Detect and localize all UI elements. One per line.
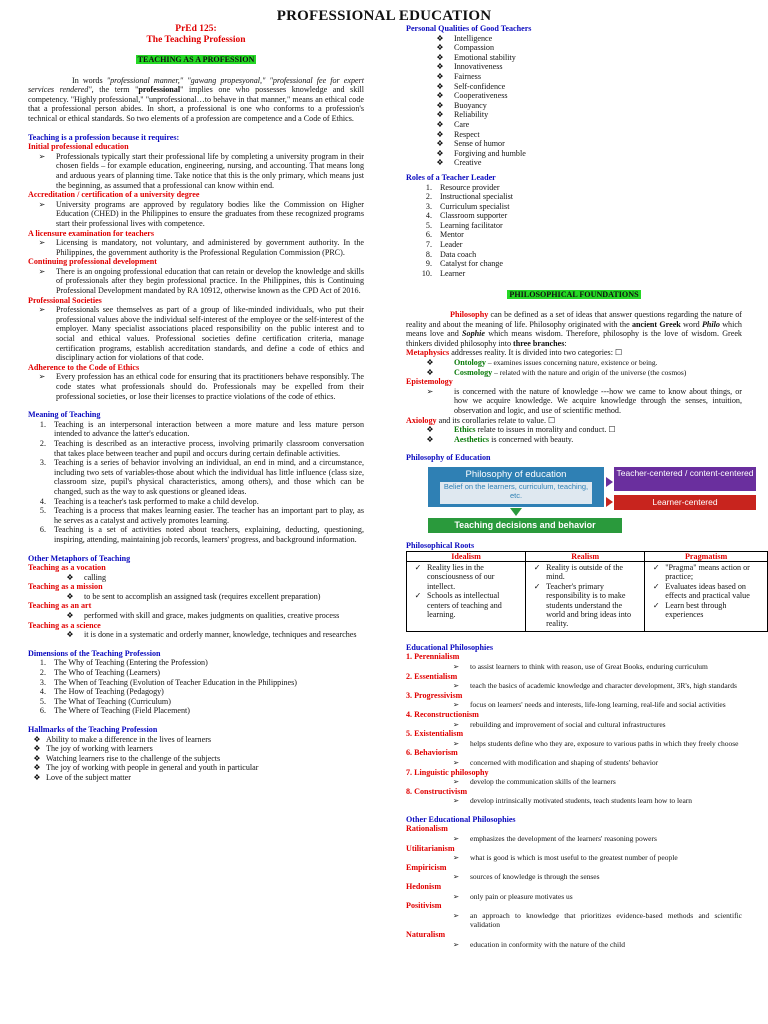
bullet-marker: ➢ xyxy=(452,834,460,844)
requirement-heading: A licensure examination for teachers xyxy=(28,228,155,238)
item-text: Catalyst for change xyxy=(440,259,503,269)
item-number: 2. xyxy=(39,668,46,678)
roots-cell-idealism xyxy=(407,561,526,631)
requires-list xyxy=(28,142,364,401)
other-name: Naturalism xyxy=(406,930,446,939)
bullet-marker: ❖ xyxy=(436,139,444,149)
roles-heading: Roles of a Teacher Leader xyxy=(406,172,496,182)
bullet-marker: ➢ xyxy=(452,853,460,863)
edphil-item xyxy=(406,796,742,806)
item-text: Respect xyxy=(454,129,480,139)
item-text: Every profession has an ethical code for ensuring that its practitioners behave responsibly. The code states what professionals should do. Professionals may be expelled from their professional societies, or lose their licenses to practice violations of the code of ethics. xyxy=(56,372,364,401)
ontology-line: ❖ Ontology – examines issues concerning nature, existence or being. xyxy=(426,358,658,367)
role-item xyxy=(406,269,742,279)
meaning-item xyxy=(28,439,364,458)
item-number: 3. xyxy=(39,677,46,687)
item-text: Classroom supporter xyxy=(440,211,508,221)
item-text: develop the communication skills of the learners xyxy=(470,777,616,787)
item-text: calling xyxy=(84,572,107,582)
item-text: Teacher's primary responsibility is to make students understand the world and bring ideas into reality. xyxy=(546,581,632,629)
check-icon: ✓ xyxy=(414,591,422,601)
item-text: Self-confidence xyxy=(454,81,506,91)
section-heading-teaching: TEACHING AS A PROFESSION xyxy=(137,55,255,64)
quality-item xyxy=(406,62,742,72)
item-text: Ability to make a difference in the lives of learners xyxy=(46,734,212,744)
other-name: Positivism xyxy=(406,901,442,911)
hallmarks-heading: Hallmarks of the Teaching Profession xyxy=(28,725,158,734)
bullet-marker: ➢ xyxy=(452,700,460,710)
role-item xyxy=(406,202,742,212)
epistemology-heading: Epistemology xyxy=(406,377,453,387)
edphil-name: 4. Reconstructionism xyxy=(406,709,479,719)
item-text: develop intrinsically motivated students, teach students learn how to learn xyxy=(470,796,693,806)
metaphor-heading: Teaching as a vocation xyxy=(28,563,106,573)
item-text: Teaching is a process that makes learning easier. The teacher has an important part to play, as he serves as a catalyst and actively promotes learning. xyxy=(54,506,364,525)
requirement-heading: Accreditation / certification of a university degree xyxy=(28,190,200,200)
bullet-marker: ➢ xyxy=(38,266,46,276)
check-icon: ✓ xyxy=(652,600,660,610)
metaphors-heading: Other Metaphors of Teaching xyxy=(28,553,131,563)
check-icon: ✓ xyxy=(533,581,541,591)
bullet-marker: ❖ xyxy=(436,110,444,120)
root-item xyxy=(409,591,523,619)
item-text: only pain or pleasure motivates us xyxy=(470,891,573,901)
other-name: Rationalism xyxy=(406,824,448,834)
item-text: Leader xyxy=(440,240,463,250)
root-item xyxy=(528,582,642,629)
edphil-list xyxy=(406,652,742,806)
bullet-marker: ❖ xyxy=(436,71,444,81)
requires-heading: Teaching is a profession because it requires: xyxy=(28,132,180,142)
roots-cell-realism xyxy=(526,561,645,631)
item-number: 4. xyxy=(425,211,432,221)
quality-item xyxy=(406,139,742,149)
item-text: Reality lies in the consciousness of our intellect. xyxy=(427,562,495,591)
check-icon: ✓ xyxy=(652,581,660,591)
edphil-item xyxy=(406,662,742,672)
item-text: helps students define who they are, exposure to various paths in which they freely choose xyxy=(470,738,739,748)
role-item xyxy=(406,250,742,260)
item-number: 10. xyxy=(421,268,432,278)
item-text: sources of knowledge is through the senses xyxy=(470,872,600,882)
bullet-marker: ❖ xyxy=(66,630,74,640)
item-number: 5. xyxy=(39,696,46,706)
hallmark-item xyxy=(28,754,364,764)
edphil-name: 6. Behaviorism xyxy=(406,748,458,758)
item-text: Mentor xyxy=(440,230,464,240)
item-number: 5. xyxy=(425,220,432,230)
bullet-marker: ➢ xyxy=(452,872,460,882)
item-number: 1. xyxy=(39,419,46,429)
quality-item xyxy=(406,120,742,130)
item-text: Love of the subject matter xyxy=(46,772,131,782)
item-text: Learner xyxy=(440,268,466,278)
item-number: 6. xyxy=(425,230,432,240)
quality-item xyxy=(406,158,742,168)
bullet-marker: ➢ xyxy=(452,738,460,748)
other-item xyxy=(406,892,742,902)
bullet-marker: ➢ xyxy=(38,372,46,382)
other-name: Hedonism xyxy=(406,882,442,892)
dimension-item xyxy=(28,697,364,707)
requirement-heading: Professional Societies xyxy=(28,295,102,305)
item-text: education in conformity with the nature of the child xyxy=(470,939,625,949)
item-text: Reliability xyxy=(454,110,489,120)
bullet-marker: ❖ xyxy=(33,734,41,744)
page-title: PROFESSIONAL EDUCATION xyxy=(276,8,492,24)
bullet-marker: ❖ xyxy=(33,744,41,754)
edphil-name: 8. Constructivism xyxy=(406,786,468,796)
course-code: PrEd 125: xyxy=(175,24,217,34)
item-text: Resource provider xyxy=(440,182,500,192)
other-item xyxy=(406,911,742,930)
roots-header-realism: Realism xyxy=(526,551,645,561)
item-text: There is an ongoing professional education that can retain or develop the knowledge and skills of professionals after they begin professional practice. In the Philippines, this is Continuing Professional Development mandated by RA 10912, otherwise known as the CPD Act of 2016. xyxy=(56,266,364,296)
role-item xyxy=(406,192,742,202)
edphil-item xyxy=(406,720,742,730)
item-number: 2. xyxy=(39,438,46,448)
metaphor-item xyxy=(28,592,364,602)
axiology-line: Axiology and its corollaries relate to value. ☐ xyxy=(406,415,556,425)
dimension-item xyxy=(28,668,364,678)
hallmark-item xyxy=(28,735,364,745)
bullet-marker: ➢ xyxy=(452,719,460,729)
root-item xyxy=(647,563,765,582)
edphil-name: 5. Existentialism xyxy=(406,729,464,739)
role-item xyxy=(406,211,742,221)
item-number: 1. xyxy=(39,658,46,668)
item-text: to assist learners to think with reason, use of Great Books, enduring curriculum xyxy=(470,661,708,671)
quality-item xyxy=(406,91,742,101)
item-text: Learning facilitator xyxy=(440,220,503,230)
check-icon: ✓ xyxy=(533,562,541,572)
item-number: 9. xyxy=(425,259,432,269)
item-text: Teaching is an interpersonal interaction between a more mature and less mature person intended to advance the latter's education. xyxy=(54,419,364,439)
item-text: performed with skill and grace, makes judgments on qualities, creative process xyxy=(84,611,340,621)
dimensions-list xyxy=(28,658,364,716)
item-text: Professionals typically start their professional life by completing a university program in their chosen fields – for example education, engineering, nursing, and accounting. That means long and arduous years of planning time. Take notice that this is the only primary, which means just the beginning, as assumed that a professional can know within end. xyxy=(56,151,364,190)
item-text: Intelligence xyxy=(454,33,493,43)
requirement-item xyxy=(28,238,364,257)
other-item xyxy=(406,834,742,844)
diagram-learner-centered: Learner-centered xyxy=(614,495,756,510)
bullet-marker: ❖ xyxy=(436,62,444,72)
bullet-marker: ➢ xyxy=(452,796,460,806)
bullet-marker: ➢ xyxy=(38,199,46,209)
bullet-marker: ➢ xyxy=(38,305,46,315)
edphil-item xyxy=(406,758,742,768)
roots-heading: Philosophical Roots xyxy=(406,540,475,550)
metaphor-heading: Teaching as an art xyxy=(28,601,92,611)
bullet-marker: ❖ xyxy=(436,81,444,91)
item-text: Reality is outside of the mind. xyxy=(546,562,624,582)
item-text: Forgiving and humble xyxy=(454,148,526,158)
quality-item xyxy=(406,110,742,120)
root-item xyxy=(647,582,765,601)
item-text: The Who of Teaching (Learners) xyxy=(54,668,161,678)
item-text: The Where of Teaching (Field Placement) xyxy=(54,706,191,716)
edphil-item xyxy=(406,739,742,749)
item-number: 1. xyxy=(425,182,432,192)
item-text: teach the basics of academic knowledge and character development, 3R's, high standards xyxy=(470,681,737,691)
meaning-item xyxy=(28,525,364,544)
bullet-marker: ❖ xyxy=(436,43,444,53)
bullet-marker: ❖ xyxy=(436,100,444,110)
hallmark-item xyxy=(28,744,364,754)
meaning-item xyxy=(28,497,364,507)
item-number: 7. xyxy=(425,240,432,250)
other-list xyxy=(406,824,742,949)
edphil-item xyxy=(406,777,742,787)
edphil-name: 2. Essentialism xyxy=(406,671,458,681)
item-text: Evaluates ideas based on effects and practical value xyxy=(665,581,750,601)
qualities-list xyxy=(406,34,742,168)
item-text: The How of Teaching (Pedagogy) xyxy=(54,687,164,697)
item-number: 3. xyxy=(39,458,46,468)
quality-item xyxy=(406,101,742,111)
role-item xyxy=(406,240,742,250)
metaphysics-line: Metaphysics addresses reality. It is divided into two categories: ☐ xyxy=(406,348,623,358)
quality-item xyxy=(406,149,742,159)
metaphor-heading: Teaching as a mission xyxy=(28,582,103,592)
metaphor-item xyxy=(28,611,364,621)
quality-item xyxy=(406,130,742,140)
item-text: "Pragma" means action or practice; xyxy=(665,562,750,582)
edphil-item xyxy=(406,681,742,691)
roots-cell-pragmatism xyxy=(645,561,768,631)
item-text: to be sent to accomplish an assigned task (requires excellent preparation) xyxy=(84,591,321,601)
bullet-marker: ❖ xyxy=(436,91,444,101)
item-text: University programs are approved by regulatory bodies like the Commission on Higher Education (CHED) in the Philippines to ensure the graduates from these recognized programs start their professional lives with competence. xyxy=(56,199,364,228)
check-icon: ✓ xyxy=(414,562,422,572)
item-number: 4. xyxy=(39,687,46,697)
requirement-item xyxy=(28,372,364,401)
item-number: 5. xyxy=(39,506,46,516)
requirement-heading: Continuing professional development xyxy=(28,257,157,267)
philosophy-of-education-diagram xyxy=(428,467,756,535)
bullet-marker: ❖ xyxy=(33,772,41,782)
root-item xyxy=(528,563,642,582)
item-number: 6. xyxy=(39,706,46,716)
other-item xyxy=(406,940,742,950)
item-text: Schools as intellectual centers of teaching and learning. xyxy=(427,591,502,619)
bullet-marker: ➢ xyxy=(452,757,460,767)
role-item xyxy=(406,259,742,269)
meaning-item xyxy=(28,458,364,496)
item-text: concerned with modification and shaping of students' behavior xyxy=(470,757,659,767)
roles-list xyxy=(406,183,742,279)
ethics-line: ❖ Ethics relate to issues in morality and conduct. ☐ xyxy=(426,425,616,435)
bullet-marker: ➢ xyxy=(452,681,460,691)
diagram-arrow-right-top xyxy=(606,477,613,487)
bullet-marker: ❖ xyxy=(436,119,444,129)
item-text: Curriculum specialist xyxy=(440,201,510,211)
course-title: The Teaching Profession xyxy=(146,35,246,45)
other-item xyxy=(406,853,742,863)
bullet-marker: ➢ xyxy=(452,777,460,787)
item-text: Watching learners rise to the challenge of the subjects xyxy=(46,753,221,763)
item-number: 8. xyxy=(425,249,432,259)
edphil-item xyxy=(406,700,742,710)
diagram-teacher-centered: Teacher-centered / content-centered xyxy=(614,467,756,491)
item-text: The Why of Teaching (Entering the Profession) xyxy=(54,658,208,668)
quality-item xyxy=(406,34,742,44)
item-text: what is good is which is most useful to the greatest number of people xyxy=(470,853,678,863)
meaning-item xyxy=(28,420,364,439)
requirement-heading: Initial professional education xyxy=(28,142,129,152)
bullet-marker: ➢ xyxy=(452,891,460,901)
other-name: Utilitarianism xyxy=(406,843,455,853)
item-text: Compassion xyxy=(454,43,495,53)
item-text: Professionals see themselves as part of a group of like-minded individuals, who put their professional values above the individual self-interest of the employee or the self-interest of the employer. Many specialist associations placed responsibility on the public interest and to social and ethical values. Professional societies define certification criteria, manage certification programs, establish accreditation standards, and define a code of ethics and disciplinary action for violations of that code. xyxy=(56,305,364,363)
bullet-marker: ❖ xyxy=(436,129,444,139)
metaphor-item xyxy=(28,630,364,640)
intro-paragraph: In words "professional manner," "gawang propesyonal," "professional fee for expert services rendered", the term "professional" implies one who possesses knowledge and skill competency. "Highly professional," "unprofessional…to behave in that manner," means an ethical code that a professional person abides. In short, a professional is one who conforms to a profession's technical or ethical standards. So two elements of a profession are competence and a Code of Ethics. xyxy=(28,75,364,123)
item-number: 4. xyxy=(39,496,46,506)
dimension-item xyxy=(28,658,364,668)
section-heading-philosophy: PHILOSOPHICAL FOUNDATIONS xyxy=(509,290,639,300)
other-heading: Other Educational Philosophies xyxy=(406,814,516,824)
hallmark-item xyxy=(28,773,364,783)
bullet-marker: ➢ xyxy=(452,939,460,949)
item-text: Teaching is a set of activities noted about teachers, explaining, deducting, questioning, inspiring, attending, maintaining job records, learners' progress, and background information. xyxy=(54,525,364,544)
item-text: emphasizes the development of the learners' reasoning powers xyxy=(470,834,657,844)
role-item xyxy=(406,183,742,193)
philosophy-of-education-heading: Philosophy of Education xyxy=(406,453,491,463)
bullet-marker: ❖ xyxy=(33,763,41,773)
item-text: Data coach xyxy=(440,249,477,259)
dimension-item xyxy=(28,678,364,688)
quality-item xyxy=(406,53,742,63)
meaning-heading: Meaning of Teaching xyxy=(28,410,101,420)
item-text: Creative xyxy=(454,158,482,168)
diagram-arrow-down xyxy=(510,508,522,516)
item-text: Licensing is mandatory, not voluntary, and administered by government authority. In the Philippines, the government authority is the Professional Regulation Commission (PRC). xyxy=(56,238,364,257)
dimension-item xyxy=(28,687,364,697)
edphil-name: 1. Perennialism xyxy=(406,652,460,662)
roots-header-idealism: Idealism xyxy=(407,551,526,561)
item-text: Innovativeness xyxy=(454,62,503,72)
bullet-marker: ➢ xyxy=(38,238,46,248)
epistemology-line: ➢ is concerned with the nature of knowledge ---how we came to know about things, or how we acquire knowledge. We acquire knowledge through the senses, intuition, observation and logic, and use of scientific method. xyxy=(426,386,742,415)
item-number: 6. xyxy=(39,525,46,535)
item-text: Fairness xyxy=(454,71,481,81)
item-number: 3. xyxy=(425,201,432,211)
edphil-name: 3. Progressivism xyxy=(406,690,463,700)
bullet-marker: ➢ xyxy=(38,151,46,161)
item-text: Emotional stability xyxy=(454,52,516,62)
other-name: Empiricism xyxy=(406,862,447,872)
edphil-heading: Educational Philosophies xyxy=(406,642,494,652)
metaphor-heading: Teaching as a science xyxy=(28,620,101,630)
bullet-marker: ➢ xyxy=(452,661,460,671)
quality-item xyxy=(406,43,742,53)
roots-header-pragmatism: Pragmatism xyxy=(645,551,768,561)
requirement-item xyxy=(28,267,364,296)
qualities-heading: Personal Qualities of Good Teachers xyxy=(406,24,532,33)
item-text: focus on learners' needs and interests, life-long learning, real-life and social activities xyxy=(470,700,726,710)
philosophical-roots-table xyxy=(406,551,768,632)
item-text: Teaching is a series of behavior involving an individual, an end in mind, and a circumstance, including two sets of variables-those about which the individual has little influence (class size, classroom size, pupil's physical characteristics, among others), and those which can be changed, such as the way to ask questions or gleaned ideas. xyxy=(54,458,364,496)
requirement-item xyxy=(28,200,364,229)
meaning-item xyxy=(28,506,364,525)
item-text: Learn best through experiences xyxy=(665,600,727,619)
diagram-main-label: Philosophy of education xyxy=(465,468,567,480)
requirement-item xyxy=(28,305,364,363)
item-text: The joy of working with people in general and youth in particular xyxy=(46,763,259,773)
bullet-marker: ➢ xyxy=(452,910,460,920)
bullet-marker: ❖ xyxy=(33,753,41,763)
item-text: Care xyxy=(454,119,470,129)
diagram-decisions: Teaching decisions and behavior xyxy=(428,518,622,533)
bullet-marker: ❖ xyxy=(436,158,444,168)
hallmarks-list xyxy=(28,735,364,783)
item-text: The What of Teaching (Curriculum) xyxy=(54,696,171,706)
bullet-marker: ❖ xyxy=(436,52,444,62)
dimensions-heading: Dimensions of the Teaching Profession xyxy=(28,648,161,658)
role-item xyxy=(406,221,742,231)
item-text: an approach to knowledge that prioritizes evidence-based methods and scientific validation xyxy=(470,910,742,930)
dimension-item xyxy=(28,706,364,716)
right-column xyxy=(406,24,754,949)
root-item xyxy=(409,563,523,591)
metaphors-list xyxy=(28,563,364,640)
root-item xyxy=(647,601,765,620)
metaphor-item xyxy=(28,573,364,583)
item-text: The When of Teaching (Evolution of Teacher Education in the Philippines) xyxy=(54,677,297,687)
item-text: it is done in a systematic and orderly manner, knowledge, techniques and researches xyxy=(84,630,357,640)
item-text: Buoyancy xyxy=(454,100,487,110)
check-icon: ✓ xyxy=(652,562,660,572)
item-text: Instructional specialist xyxy=(440,192,514,202)
requirement-heading: Adherence to the Code of Ethics xyxy=(28,362,140,372)
hallmark-item xyxy=(28,763,364,773)
bullet-marker: ❖ xyxy=(436,33,444,43)
diagram-sub-label: Belief on the learners, curriculum, teaching, etc. xyxy=(440,482,592,504)
requirement-item xyxy=(28,152,364,190)
cosmology-line: ❖ Cosmology – related with the nature and origin of the universe (the cosmos) xyxy=(426,367,687,377)
item-text: Cooperativeness xyxy=(454,91,508,101)
item-text: Teaching is described as an interactive process, involving primarily classroom conversation that takes place between teacher and pupil and occurs during certain definable activities. xyxy=(54,438,364,458)
bullet-marker: ❖ xyxy=(436,148,444,158)
other-item xyxy=(406,872,742,882)
item-text: rebuilding and improvement of social and cultural infrastructures xyxy=(470,719,666,729)
role-item xyxy=(406,230,742,240)
meaning-list xyxy=(28,420,364,545)
left-column xyxy=(28,24,364,783)
diagram-arrow-right-bottom xyxy=(606,497,613,507)
item-text: The joy of working with learners xyxy=(46,744,153,754)
item-number: 2. xyxy=(425,192,432,202)
bullet-marker: ❖ xyxy=(66,611,74,621)
item-text: Teaching is a teacher's task performed to make a child develop. xyxy=(54,496,259,506)
bullet-marker: ❖ xyxy=(66,572,74,582)
edphil-name: 7. Linguistic philosophy xyxy=(406,767,489,777)
aesthetics-line: ❖ Aesthetics is concerned with beauty. xyxy=(426,434,574,444)
quality-item xyxy=(406,72,742,82)
bullet-marker: ❖ xyxy=(66,591,74,601)
philosophy-intro: Philosophy can be defined as a set of ideas that answer questions regarding the nature of reality and about the meaning of life. Philosophy originated with the ancient Greek word Philo which means love and Sophie which means wisdom. Therefore, philosophy is the love of wisdom. Greek thinkers divided philosophy into three branches: xyxy=(406,310,742,348)
item-text: Sense of humor xyxy=(454,139,505,149)
quality-item xyxy=(406,82,742,92)
